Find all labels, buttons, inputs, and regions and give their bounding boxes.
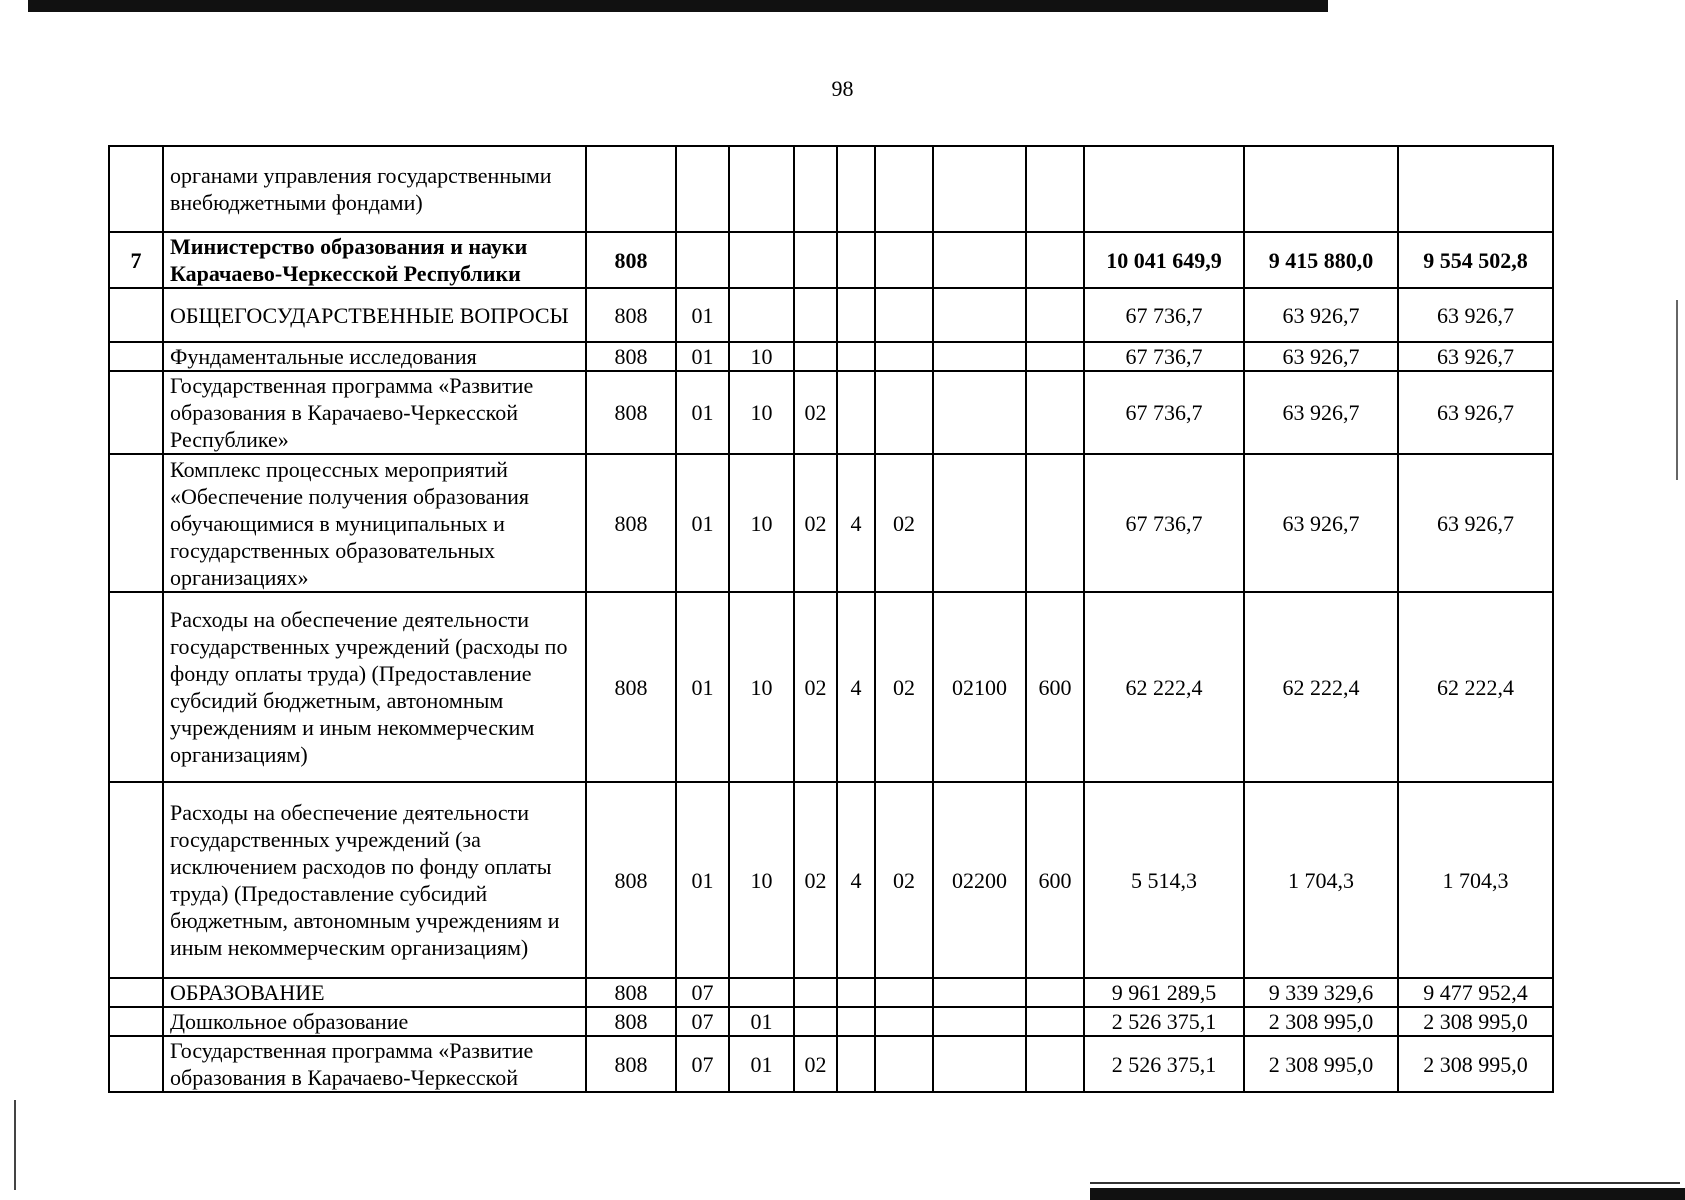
code-type [837, 1036, 875, 1092]
amount-year-1: 9 961 289,5 [1084, 978, 1244, 1007]
amount-year-3: 9 477 952,4 [1398, 978, 1553, 1007]
row-name: Фундаментальные исследования [163, 342, 586, 371]
code-admin: 808 [586, 342, 676, 371]
row-number [109, 146, 163, 232]
code-complex [875, 288, 933, 342]
code-program: 02 [794, 592, 837, 782]
row-name: Комплекс процессных мероприятий «Обеспечение получения образования обучающимися в муниципальных и государственных образовательных организациях» [163, 454, 586, 592]
code-section [676, 232, 729, 288]
amount-year-3: 2 308 995,0 [1398, 1007, 1553, 1036]
code-section: 01 [676, 342, 729, 371]
code-direction [933, 371, 1026, 454]
table-row [109, 288, 1553, 342]
code-program [794, 288, 837, 342]
row-number [109, 1036, 163, 1092]
amount-year-1: 62 222,4 [1084, 592, 1244, 782]
table-row [109, 1036, 1553, 1092]
amount-year-1: 10 041 649,9 [1084, 232, 1244, 288]
code-section: 07 [676, 1007, 729, 1036]
code-direction [933, 454, 1026, 592]
code-admin: 808 [586, 1036, 676, 1092]
scan-edge-bottom [1090, 1188, 1685, 1200]
code-section: 01 [676, 371, 729, 454]
code-section: 01 [676, 592, 729, 782]
amount-year-3 [1398, 146, 1553, 232]
code-program: 02 [794, 454, 837, 592]
row-number [109, 342, 163, 371]
row-name: Государственная программа «Развитие образования в Карачаево-Черкесской Республике» [163, 371, 586, 454]
code-type [837, 146, 875, 232]
code-complex [875, 232, 933, 288]
code-subsection: 10 [729, 592, 794, 782]
table-row [109, 978, 1553, 1007]
code-expense-type [1026, 371, 1084, 454]
code-section: 07 [676, 1036, 729, 1092]
code-complex [875, 1036, 933, 1092]
code-expense-type [1026, 146, 1084, 232]
amount-year-3: 63 926,7 [1398, 342, 1553, 371]
code-type [837, 978, 875, 1007]
code-subsection: 10 [729, 371, 794, 454]
code-admin: 808 [586, 288, 676, 342]
table-row [109, 342, 1553, 371]
code-program [794, 342, 837, 371]
amount-year-1: 2 526 375,1 [1084, 1007, 1244, 1036]
row-number [109, 454, 163, 592]
row-name: Расходы на обеспечение деятельности государственных учреждений (за исключением расходов по фонду оплаты труда) (Предоставление субсидий бюджетным, автономным учреждениям и иным некоммерческим организациям) [163, 782, 586, 978]
amount-year-2: 9 339 329,6 [1244, 978, 1398, 1007]
amount-year-2: 2 308 995,0 [1244, 1036, 1398, 1092]
code-subsection [729, 232, 794, 288]
row-name: Расходы на обеспечение деятельности государственных учреждений (расходы по фонду оплаты труда) (Предоставление субсидий бюджетным, автономным учреждениям и иным некоммерческим организациям) [163, 592, 586, 782]
code-direction [933, 232, 1026, 288]
code-expense-type [1026, 342, 1084, 371]
amount-year-1 [1084, 146, 1244, 232]
amount-year-1: 67 736,7 [1084, 342, 1244, 371]
code-subsection: 10 [729, 342, 794, 371]
amount-year-3: 9 554 502,8 [1398, 232, 1553, 288]
row-number [109, 288, 163, 342]
code-type [837, 232, 875, 288]
code-section: 01 [676, 288, 729, 342]
row-number [109, 592, 163, 782]
code-complex [875, 342, 933, 371]
amount-year-3: 1 704,3 [1398, 782, 1553, 978]
amount-year-1: 67 736,7 [1084, 371, 1244, 454]
code-subsection: 01 [729, 1007, 794, 1036]
code-complex: 02 [875, 454, 933, 592]
amount-year-2: 63 926,7 [1244, 371, 1398, 454]
amount-year-3: 63 926,7 [1398, 371, 1553, 454]
table-row [109, 146, 1553, 232]
code-type: 4 [837, 782, 875, 978]
amount-year-2: 63 926,7 [1244, 342, 1398, 371]
code-expense-type [1026, 1036, 1084, 1092]
code-direction: 02100 [933, 592, 1026, 782]
amount-year-1: 5 514,3 [1084, 782, 1244, 978]
code-expense-type [1026, 454, 1084, 592]
code-complex [875, 371, 933, 454]
code-section: 01 [676, 454, 729, 592]
code-direction [933, 1007, 1026, 1036]
code-type [837, 288, 875, 342]
amount-year-1: 67 736,7 [1084, 454, 1244, 592]
code-subsection: 10 [729, 782, 794, 978]
code-complex: 02 [875, 782, 933, 978]
code-type [837, 371, 875, 454]
code-type [837, 342, 875, 371]
amount-year-3: 62 222,4 [1398, 592, 1553, 782]
row-number [109, 978, 163, 1007]
table-row [109, 592, 1553, 782]
amount-year-2: 63 926,7 [1244, 454, 1398, 592]
code-program [794, 978, 837, 1007]
amount-year-2: 1 704,3 [1244, 782, 1398, 978]
code-direction [933, 978, 1026, 1007]
code-program: 02 [794, 782, 837, 978]
code-admin: 808 [586, 371, 676, 454]
row-number [109, 371, 163, 454]
code-admin [586, 146, 676, 232]
amount-year-3: 2 308 995,0 [1398, 1036, 1553, 1092]
scan-edge-line [1090, 1182, 1680, 1184]
amount-year-1: 2 526 375,1 [1084, 1036, 1244, 1092]
code-section: 01 [676, 782, 729, 978]
code-direction: 02200 [933, 782, 1026, 978]
code-direction [933, 342, 1026, 371]
table-body [109, 146, 1553, 1092]
code-complex: 02 [875, 592, 933, 782]
code-admin: 808 [586, 592, 676, 782]
code-program [794, 232, 837, 288]
code-section: 07 [676, 978, 729, 1007]
scan-mark-right [1676, 300, 1678, 480]
code-subsection [729, 978, 794, 1007]
code-admin: 808 [586, 1007, 676, 1036]
amount-year-2: 2 308 995,0 [1244, 1007, 1398, 1036]
code-program: 02 [794, 371, 837, 454]
code-type [837, 1007, 875, 1036]
row-name: Государственная программа «Развитие образования в Карачаево-Черкесской [163, 1036, 586, 1092]
code-admin: 808 [586, 782, 676, 978]
code-type: 4 [837, 454, 875, 592]
table-row [109, 782, 1553, 978]
code-subsection [729, 146, 794, 232]
code-expense-type [1026, 288, 1084, 342]
row-name: ОБЩЕГОСУДАРСТВЕННЫЕ ВОПРОСЫ [163, 288, 586, 342]
row-name: Дошкольное образование [163, 1007, 586, 1036]
code-expense-type [1026, 1007, 1084, 1036]
code-complex [875, 1007, 933, 1036]
amount-year-3: 63 926,7 [1398, 288, 1553, 342]
code-subsection [729, 288, 794, 342]
scan-mark-left [14, 1100, 16, 1190]
code-expense-type: 600 [1026, 592, 1084, 782]
code-direction [933, 146, 1026, 232]
code-section [676, 146, 729, 232]
scan-edge-top [28, 0, 1328, 12]
code-program [794, 146, 837, 232]
table-row [109, 371, 1553, 454]
code-expense-type [1026, 232, 1084, 288]
row-name: Министерство образования и науки Карачаево-Черкесской Республики [163, 232, 586, 288]
amount-year-2: 63 926,7 [1244, 288, 1398, 342]
code-admin: 808 [586, 232, 676, 288]
code-expense-type: 600 [1026, 782, 1084, 978]
code-admin: 808 [586, 978, 676, 1007]
table-row [109, 232, 1553, 288]
code-program: 02 [794, 1036, 837, 1092]
row-number [109, 782, 163, 978]
amount-year-2: 9 415 880,0 [1244, 232, 1398, 288]
row-number: 7 [109, 232, 163, 288]
amount-year-2 [1244, 146, 1398, 232]
code-admin: 808 [586, 454, 676, 592]
code-program [794, 1007, 837, 1036]
row-number [109, 1007, 163, 1036]
code-complex [875, 978, 933, 1007]
table-row [109, 1007, 1553, 1036]
code-type: 4 [837, 592, 875, 782]
code-direction [933, 1036, 1026, 1092]
code-expense-type [1026, 978, 1084, 1007]
page-number: 98 [831, 76, 854, 101]
code-subsection: 10 [729, 454, 794, 592]
table-row [109, 454, 1553, 592]
amount-year-3: 63 926,7 [1398, 454, 1553, 592]
code-direction [933, 288, 1026, 342]
row-name: органами управления государственными внебюджетными фондами) [163, 146, 586, 232]
code-complex [875, 146, 933, 232]
amount-year-2: 62 222,4 [1244, 592, 1398, 782]
row-name: ОБРАЗОВАНИЕ [163, 978, 586, 1007]
code-subsection: 01 [729, 1036, 794, 1092]
amount-year-1: 67 736,7 [1084, 288, 1244, 342]
budget-table [108, 145, 1554, 1093]
